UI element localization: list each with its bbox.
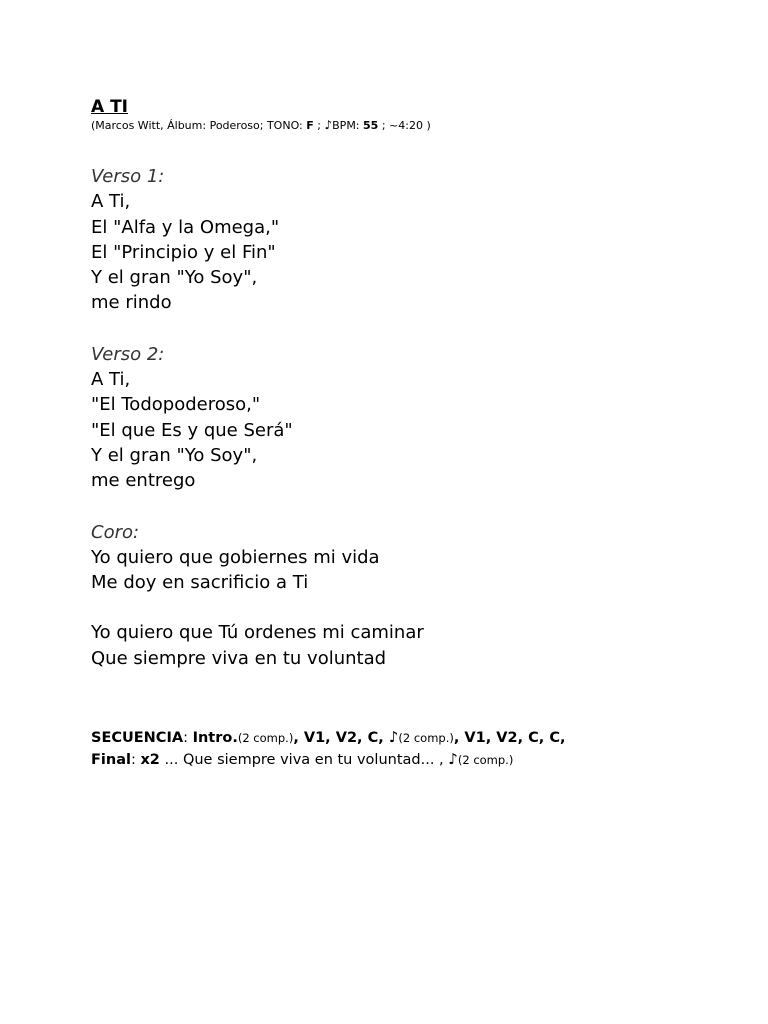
chorus-label: Coro: <box>91 521 140 543</box>
song-title: A TI <box>91 97 128 117</box>
sequence-intro: Intro. <box>192 730 238 747</box>
music-note-icon: ♪ <box>324 118 333 132</box>
sequence-final-text: ... Que siempre viva en tu voluntad... , <box>159 752 444 769</box>
meta-sep: ; <box>313 119 325 132</box>
lyric-line: Y el gran "Yo Soy", <box>91 267 258 289</box>
sequence-repeat: x2 <box>140 752 160 769</box>
meta-open: (Marcos Witt, Álbum: Poderoso; TONO: <box>91 119 307 132</box>
sequence-line-2 <box>91 749 731 771</box>
lyric-line: me entrego <box>91 470 196 492</box>
music-note-icon: ♪ <box>448 750 458 769</box>
lyric-line: Y el gran "Yo Soy", <box>91 444 258 466</box>
bpm-value: 55 <box>363 119 379 132</box>
verse-1 <box>91 164 731 316</box>
sequence-final-label: Final <box>91 752 131 769</box>
lyrics-sheet <box>91 96 731 771</box>
song-key: F <box>306 119 314 132</box>
sequence-comp: (2 comp.) <box>237 731 294 746</box>
sequence-comp: (2 comp.) <box>398 731 454 746</box>
song-sequence <box>91 727 731 771</box>
lyric-line: Yo quiero que Tú ordenes mi caminar <box>91 622 424 644</box>
sequence-label: SECUENCIA <box>91 730 184 747</box>
song-duration: ; ~4:20 ) <box>378 119 431 132</box>
bpm-label: BPM: <box>332 119 364 132</box>
sequence-part: , V1, V2, C, <box>293 730 389 747</box>
lyric-line: Yo quiero que gobiernes mi vida <box>91 546 380 568</box>
sequence-part: , V1, V2, C, C, <box>453 730 566 747</box>
sequence-colon: : <box>183 730 193 747</box>
verse-1-label: Verso 1: <box>91 166 165 187</box>
verse-2 <box>91 342 731 494</box>
lyric-line: "El que Es y que Será" <box>91 419 293 441</box>
song-metadata <box>91 118 731 134</box>
lyric-line: El "Principio y el Fin" <box>91 241 276 263</box>
lyric-line: Me doy en sacrificio a Ti <box>91 572 309 594</box>
music-note-icon: ♪ <box>388 728 399 747</box>
verse-2-label: Verso 2: <box>91 343 165 365</box>
lyric-line: Que siempre viva en tu voluntad <box>91 647 387 669</box>
stanza-gap <box>91 595 731 620</box>
chorus <box>91 520 731 671</box>
lyric-line: A Ti, <box>91 191 131 213</box>
lyric-line: "El Todopoderoso," <box>91 394 261 416</box>
lyric-line: El "Alfa y la Omega," <box>91 216 280 238</box>
sequence-line-1 <box>91 727 731 749</box>
sequence-comp: (2 comp.) <box>457 753 514 768</box>
lyric-line: me rindo <box>91 292 172 314</box>
sequence-colon: : <box>130 752 141 769</box>
lyric-line: A Ti, <box>91 369 131 391</box>
